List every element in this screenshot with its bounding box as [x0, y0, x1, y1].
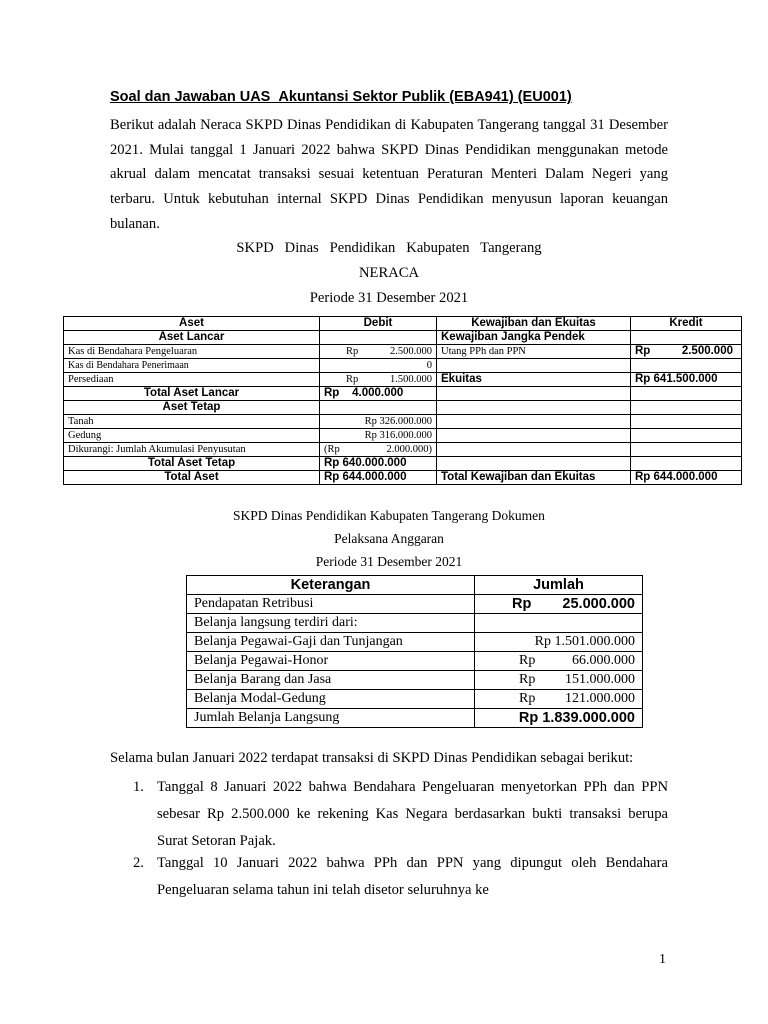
- table-row: [64, 443, 742, 457]
- label-utang-pph: Utang PPh dan PPN: [437, 345, 631, 359]
- label-kas-pengeluaran: Kas di Bendahara Pengeluaran: [64, 345, 320, 359]
- label-total-aset-tetap: Total Aset Tetap: [64, 457, 320, 471]
- header-aset: Aset: [64, 317, 320, 331]
- label-akumulasi-penyusutan: Dikurangi: Jumlah Akumulasi Penyusutan: [64, 443, 320, 457]
- list-item: [133, 850, 668, 904]
- section-kewajiban-jangka-pendek: Kewajiban Jangka Pendek: [437, 331, 631, 345]
- dpa-label: Belanja langsung terdiri dari:: [187, 614, 475, 633]
- list-item-number: 1.: [133, 779, 144, 795]
- table-row: [64, 415, 742, 429]
- table-row: [64, 373, 742, 387]
- dpa-heading-period: Periode 31 Desember 2021: [315, 554, 463, 569]
- neraca-heading-entity: SKPD Dinas Pendidikan Kabupaten Tangerang: [236, 240, 542, 256]
- table-row: [64, 401, 742, 415]
- value-akumulasi-penyusutan: (Rp 2.000.000): [320, 443, 437, 457]
- value-utang-pph: Rp 2.500.000: [631, 345, 742, 359]
- neraca-heading-title: NERACA: [359, 265, 419, 281]
- neraca-table: [63, 316, 742, 485]
- value-gedung: Rp 316.000.000: [320, 429, 437, 443]
- list-item: [133, 774, 668, 855]
- dpa-value: Rp 121.000.000: [475, 690, 643, 709]
- table-row: [64, 471, 742, 485]
- dpa-label: Jumlah Belanja Langsung: [187, 709, 475, 728]
- value-total-aset-lancar: Rp 4.000.000: [320, 387, 437, 401]
- value-persediaan: Rp 1.500.000: [320, 373, 437, 387]
- table-row: [187, 576, 643, 595]
- dpa-label: Belanja Modal-Gedung: [187, 690, 475, 709]
- value-tanah: Rp 326.000.000: [320, 415, 437, 429]
- label-gedung: Gedung: [64, 429, 320, 443]
- value-kas-pengeluaran: Rp 2.500.000: [320, 345, 437, 359]
- dpa-label: Belanja Pegawai-Gaji dan Tunjangan: [187, 633, 475, 652]
- table-row: [187, 671, 643, 690]
- section-aset-tetap: Aset Tetap: [64, 401, 320, 415]
- table-row: [64, 331, 742, 345]
- dpa-heading-title: Pelaksana Anggaran: [334, 531, 444, 546]
- list-item-text: Tanggal 8 Januari 2022 bahwa Bendahara Pengeluaran menyetorkan PPh dan PPN sebesar Rp 2.500.000 ke rekening Kas Negara berdasarkan bukti transaksi berupa Surat Setoran Pajak.: [157, 779, 668, 849]
- header-kredit: Kredit: [631, 317, 742, 331]
- label-tanah: Tanah: [64, 415, 320, 429]
- neraca-heading-period: Periode 31 Desember 2021: [309, 290, 469, 306]
- dpa-value: Rp 66.000.000: [475, 652, 643, 671]
- dpa-value: Rp 1.501.000.000: [475, 633, 643, 652]
- dpa-label: Belanja Pegawai-Honor: [187, 652, 475, 671]
- table-row: [187, 595, 643, 614]
- table-row: [64, 359, 742, 373]
- list-item-text: Tanggal 10 Januari 2022 bahwa PPh dan PPN yang dipungut oleh Bendahara Pengeluaran selama tahun ini telah disetor seluruhnya ke: [157, 855, 668, 898]
- dpa-label: Pendapatan Retribusi: [187, 595, 475, 614]
- value-total-kewajiban: Rp 644.000.000: [631, 471, 742, 485]
- table-row: [187, 614, 643, 633]
- dpa-value: Rp 151.000.000: [475, 671, 643, 690]
- value-kas-penerimaan: 0: [320, 359, 437, 373]
- page-number: 1: [659, 952, 666, 967]
- table-row: [64, 429, 742, 443]
- value-total-aset: Rp 644.000.000: [320, 471, 437, 485]
- intro-paragraph: Berikut adalah Neraca SKPD Dinas Pendidikan di Kabupaten Tangerang tanggal 31 Desember 2021. Mulai tanggal 1 Januari 2022 bahwa SKPD Dinas Pendidikan menggunakan metode akrual dalam mencatat transaksi sesuai ketentuan Peraturan Menteri Dalam Negeri yang terbaru. Untuk kebutuhan internal SKPD Dinas Pendidikan menyusun laporan keuangan bulanan.: [110, 117, 668, 232]
- label-total-aset: Total Aset: [64, 471, 320, 485]
- label-total-kewajiban: Total Kewajiban dan Ekuitas: [437, 471, 631, 485]
- table-row: [187, 709, 643, 728]
- dpa-table: [186, 575, 643, 728]
- table-row: [64, 387, 742, 401]
- header-kewajiban: Kewajiban dan Ekuitas: [437, 317, 631, 331]
- header-keterangan: Keterangan: [187, 576, 475, 595]
- table-row: [187, 652, 643, 671]
- dpa-label: Belanja Barang dan Jasa: [187, 671, 475, 690]
- document-title: Soal dan Jawaban UAS_Akuntansi Sektor Publik (EBA941) (EU001): [110, 89, 572, 105]
- value-total-aset-tetap: Rp 640.000.000: [320, 457, 437, 471]
- table-row: [64, 457, 742, 471]
- table-row: [187, 690, 643, 709]
- transactions-intro: Selama bulan Januari 2022 terdapat transaksi di SKPD Dinas Pendidikan sebagai berikut:: [110, 750, 634, 766]
- header-debit: Debit: [320, 317, 437, 331]
- table-row: [64, 345, 742, 359]
- value-ekuitas: Rp 641.500.000: [631, 373, 742, 387]
- label-ekuitas: Ekuitas: [437, 373, 631, 387]
- section-aset-lancar: Aset Lancar: [64, 331, 320, 345]
- dpa-value: Rp 25.000.000: [475, 595, 643, 614]
- dpa-heading-entity: SKPD Dinas Pendidikan Kabupaten Tangerang Dokumen: [233, 508, 545, 523]
- table-row: [187, 633, 643, 652]
- label-persediaan: Persediaan: [64, 373, 320, 387]
- label-kas-penerimaan: Kas di Bendahara Penerimaan: [64, 359, 320, 373]
- list-item-number: 2.: [133, 855, 144, 871]
- table-row: [64, 317, 742, 331]
- header-jumlah: Jumlah: [475, 576, 643, 595]
- dpa-value: Rp 1.839.000.000: [475, 709, 643, 728]
- label-total-aset-lancar: Total Aset Lancar: [64, 387, 320, 401]
